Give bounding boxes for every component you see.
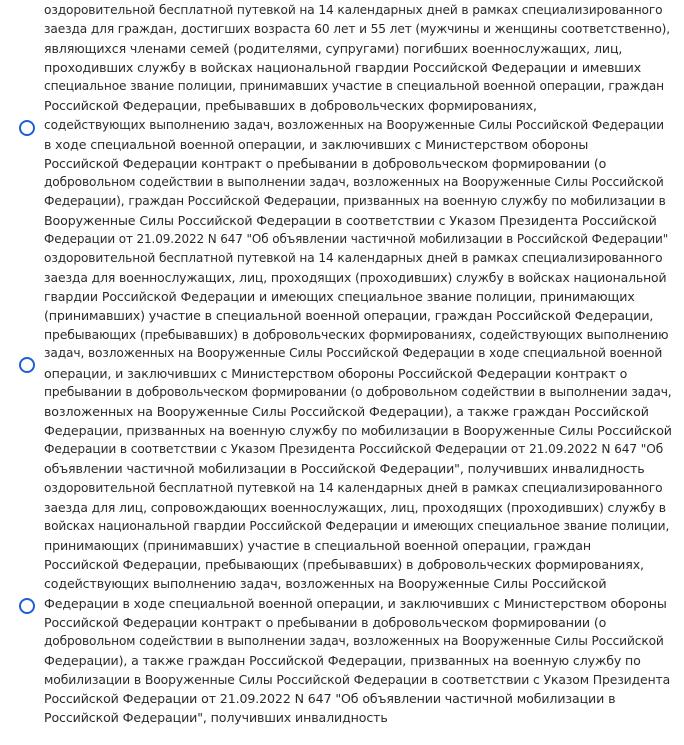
option-text-line: Российской Федерации", получивших инвалидность (44, 710, 388, 726)
option-text[interactable] (44, 249, 672, 478)
option-text-line: в ходе специальной военной операции, и заключивших с Министерством обороны (44, 136, 589, 152)
option-text[interactable] (44, 1, 672, 249)
radio-button[interactable] (19, 598, 35, 614)
option-text-line: Российской Федерации контракт о пребывании в добровольческом формировании (о (44, 614, 607, 630)
option-text[interactable] (44, 479, 672, 727)
option-text-line: Федерации в ходе специальной военной операции, и заключивших с Министерством обороны (44, 595, 667, 611)
option-text-line: Федерации, призванных на военную службу по мобилизации в Вооруженные Силы Российской (44, 422, 672, 438)
option-text-line: пребывающих (пребывавших) в добровольческих формированиях, содействующих выполнению (44, 327, 669, 343)
option-text-line: Федерации в соответствии с Указом Президента Российской Федерации от 21.09.2022 N 647 "Об (44, 441, 664, 456)
option-text-line: заезда для военнослужащих, лиц, проходящих (проходивших) службу в войсках национальной (44, 270, 667, 286)
option-text-line: пребывании в добровольческом формировании (о добровольном содействии в выполнении задач, (44, 384, 672, 399)
option-text-line: Российской Федерации, пребывавших в добровольческих формированиях, (44, 98, 537, 114)
option-text-line: Вооруженные Силы Российской Федерации в соответствии с Указом Президента Российской (44, 213, 657, 229)
option-text-line: оздоровительной бесплатной путевкой на 14 календарных дней в рамках специализированного (44, 481, 663, 495)
option-text-line: операции, и заключивших с Министерством обороны Российской Федерации контракт о (44, 365, 628, 381)
option-text-line: заезда для лиц, сопровождающих военнослужащих, лиц, проходящих (проходивших) службу в (44, 500, 666, 516)
option-text-line: задач, возложенных на Вооруженные Силы Российской Федерации в ходе специальной военной (44, 346, 663, 361)
option-text-line: содействующих выполнению задач, возложенных на Вооруженные Силы Российской Федерации (44, 117, 664, 132)
option-text-line: проходивших службу в войсках национальной гвардии Российской Федерации и имевших (44, 60, 642, 76)
radio-button[interactable] (19, 120, 35, 136)
option-text-line: войсках национальной гвардии Российской Федерации и имеющих специальное звание полиции, (44, 519, 670, 534)
option-text-line: содействующих выполнению задач, возложенных на Вооруженные Силы Российской (44, 576, 607, 592)
option-text-line: заезда для граждан, достигших возраста 60 лет и 55 лет (мужчины и женщины соответственно), (44, 22, 671, 37)
option-text-line: Российской Федерации от 21.09.2022 N 647 "Об объявлении частичной мобилизации в (44, 691, 616, 707)
option-text-line: гвардии Российской Федерации и имеющих специальное звание полиции, принимающих (44, 289, 635, 305)
option-text-line: Федерации от 21.09.2022 N 647 "Об объявлении частичной мобилизации в Российской Федерации" (44, 232, 669, 247)
option-text-line: принимающих (принимавших) участие в специальной военной операции, граждан (44, 538, 591, 554)
option-text-line: Российской Федерации, пребывающих (пребывавших) в добровольческих формированиях, (44, 557, 644, 573)
option-text-line: Федерации), граждан Российской Федерации, призванных на военную службу по мобилизации в (44, 193, 666, 208)
option-text-line: Российской Федерации контракт о пребывании в добровольческом формировании (о (44, 155, 607, 171)
option-text-line: являющихся членами семей (родителями, супругами) погибших военнослужащих, лиц, (44, 41, 623, 57)
radio-button[interactable] (19, 357, 35, 373)
option-text-line: специальное звание полиции, принимавших участие в специальной военной операции, граждан (44, 79, 664, 94)
option-text-line: добровольном содействии в выполнении задач, возложенных на Вооруженные Силы Российской (44, 174, 664, 189)
option-text-line: (принимавших) участие в специальной военной операции, граждан Российской Федерации, (44, 308, 654, 324)
option-text-line: Федерации), а также граждан Российской Федерации, призванных на военную службу по (44, 652, 641, 668)
option-text-line: оздоровительной бесплатной путевкой на 14 календарных дней в рамках специализированного (44, 3, 663, 17)
option-text-line: добровольном содействии в выполнении задач, возложенных на Вооруженные Силы Российской (44, 633, 664, 648)
option-text-line: объявлении частичной мобилизации в Российской Федерации", получивших инвалидность (44, 461, 645, 477)
option-text-line: оздоровительной бесплатной путевкой на 14 календарных дней в рамках специализированного (44, 251, 663, 265)
option-text-line: возложенных на Вооруженные Силы Российской Федерации), а также граждан Российской (44, 403, 649, 419)
option-text-line: мобилизации в Вооруженные Силы Российской Федерации в соответствии с Указом Президента (44, 671, 671, 687)
